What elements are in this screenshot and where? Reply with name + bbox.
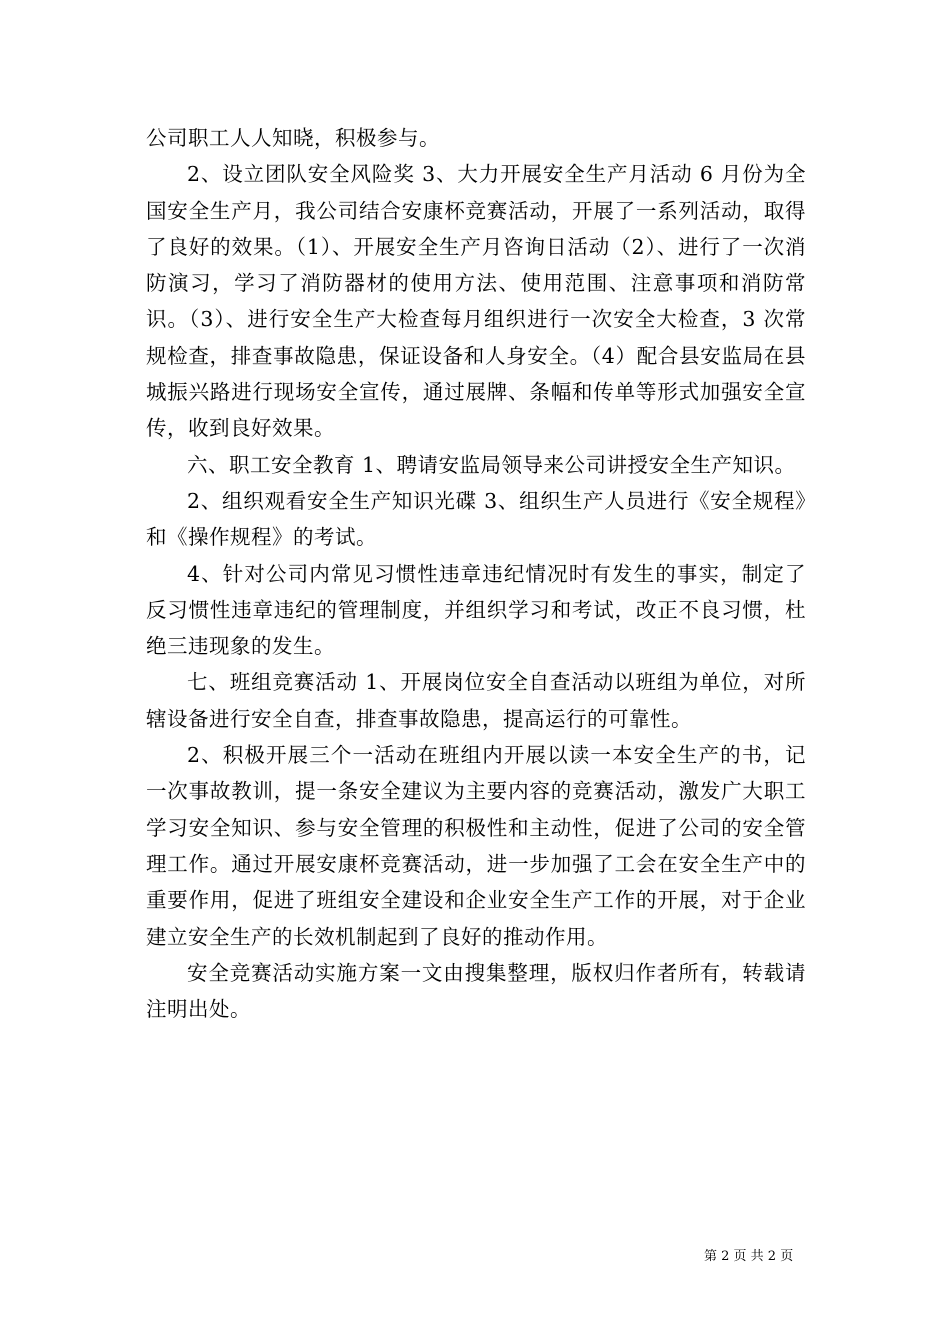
paragraph-team-competition: 七、班组竞赛活动 1、开展岗位安全自查活动以班组为单位，对所辖设备进行安全自查，排查事故隐患，提高运行的可靠性。 <box>146 670 806 731</box>
paragraph-copyright-note: 安全竞赛活动实施方案一文由搜集整理，版权归作者所有，转载请注明出处。 <box>146 960 806 1022</box>
paragraph-violation-rules: 4、针对公司内常见习惯性违章违纪情况时有发生的事实，制定了反习惯性违章违纪的管理制度，并组织学习和考试，改正不良习惯，杜绝三违现象的发生。 <box>146 561 806 659</box>
paragraph-training-exam: 2、组织观看安全生产知识光碟 3、组织生产人员进行《安全规程》和《操作规程》的考试。 <box>146 488 806 550</box>
page-number: 第 2 页 共 2 页 <box>704 1249 794 1264</box>
paragraph-safety-month: 2、设立团队安全风险奖 3、大力开展安全生产月活动 6 月份为全国安全生产月，我公司结合安康杯竞赛活动，开展了一系列活动，取得了良好的效果。（1）、开展安全生产月咨询日活动（2）、进行了一次消防演习，学习了消防器材的使用方法、使用范围、注意事项和消防常识。（3）、进行安全生产大检查每月组织进行一次安全大检查，3 次常规检查，排查事故隐患，保证设备和人身安全。（4）配合县安监局在县城振兴路进行现场安全宣传，通过展牌、条幅和传单等形式加强安全宣传，收到良好效果。 <box>146 162 806 441</box>
document-body <box>146 120 806 1027</box>
paragraph-continuation: 公司职工人人知晓，积极参与。 <box>146 126 440 150</box>
paragraph-staff-education: 六、职工安全教育 1、聘请安监局领导来公司讲授安全生产知识。 <box>187 452 796 477</box>
paragraph-three-ones-activity: 2、积极开展三个一活动在班组内开展以读一本安全生产的书，记一次事故教训，提一条安全建议为主要内容的竞赛活动，激发广大职工学习安全知识、参与安全管理的积极性和主动性，促进了公司的安全管理工作。通过开展安康杯竞赛活动，进一步加强了工会在安全生产中的重要作用，促进了班组安全建设和企业安全生产工作的开展，对于企业建立安全生产的长效机制起到了良好的推动作用。 <box>146 743 806 949</box>
